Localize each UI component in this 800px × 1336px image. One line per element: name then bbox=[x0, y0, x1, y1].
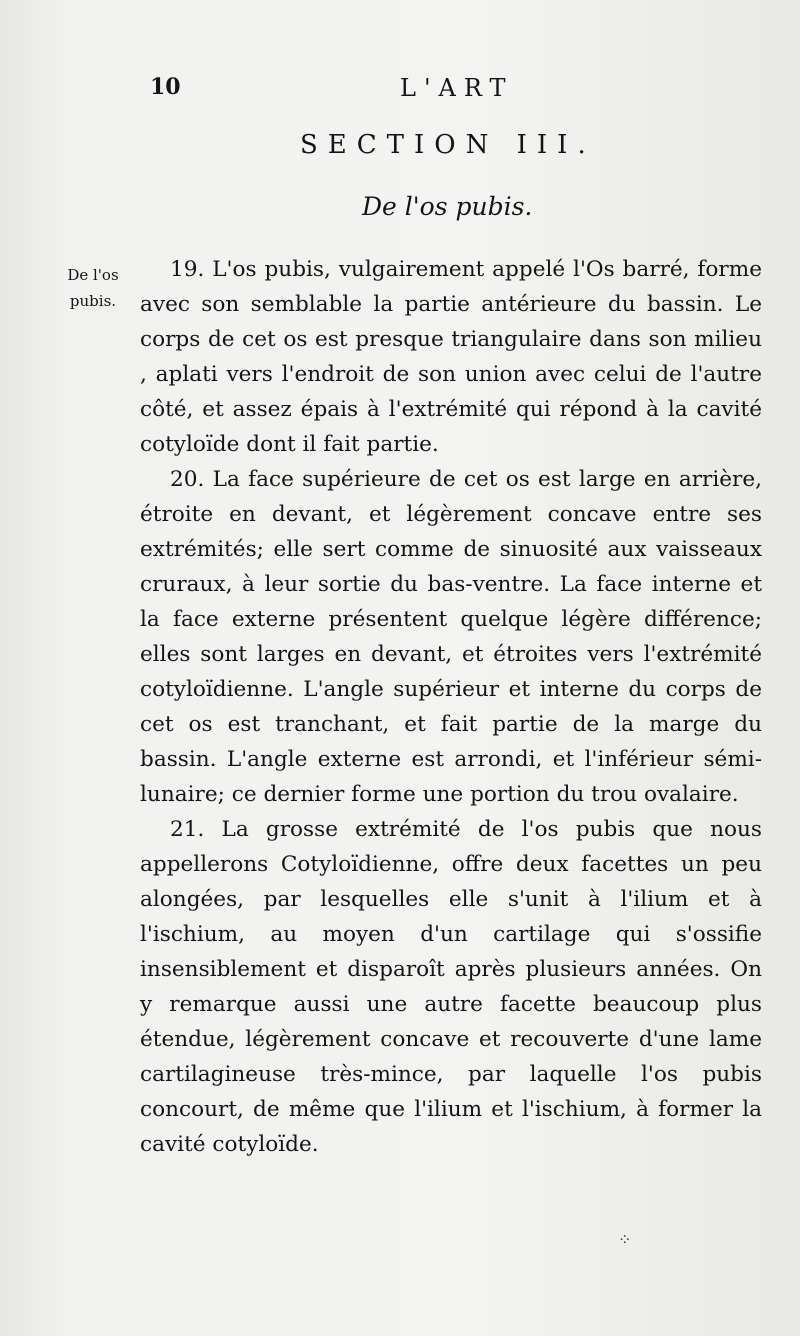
paragraph-20: 20. La face supérieure de cet os est large en arrière, étroite en devant, et légèrement concave entre ses extrémités; elle sert comme de sinuosité aux vaisseaux cruraux, à leur sortie du bas-ventre. La face interne et la face externe présentent quelque légère différence; elles sont larges en devant, et étroites vers l'extrémité cotyloïdienne. L'angle supérieur et interne du corps de cet os est tranchant, et fait partie de la marge du bassin. L'angle externe est arrondi, et l'inférieur sémi-lunaire; ce dernier forme une portion du trou ovalaire. bbox=[140, 467, 762, 807]
page-header bbox=[150, 70, 760, 110]
body-text bbox=[140, 252, 762, 1162]
paragraph-19: 19. L'os pubis, vulgairement appelé l'Os barré, forme avec son semblable la partie antérieure du bassin. Le corps de cet os est presque triangulaire dans son milieu , aplati vers l'endroit de son union avec celui de l'autre côté, et assez épais à l'extrémité qui répond à la cavité cotyloïde dont il fait partie. bbox=[140, 257, 762, 457]
paragraph-21: 21. La grosse extrémité de l'os pubis que nous appellerons Cotyloïdienne, offre deux facettes un peu alongées, par lesquelles elle s'unit à l'ilium et à l'ischium, au moyen d'un cartilage qui s'ossifie insensiblement et disparoît après plusieurs années. On y remarque aussi une autre facette beaucoup plus étendue, légèrement concave et recouverte d'une lame cartilagineuse très-mince, par laquelle l'os pubis concourt, de même que l'ilium et l'ischium, à former la cavité cotyloïde. bbox=[140, 817, 762, 1157]
page-number: 10 bbox=[150, 74, 181, 100]
margin-note: De l'os pubis. bbox=[67, 266, 119, 310]
section-subtitle: De l'os pubis. bbox=[362, 192, 533, 221]
section-title: SECTION III. bbox=[300, 130, 596, 160]
ornament-mark: ⁘ bbox=[618, 1230, 632, 1249]
running-head: L'ART bbox=[400, 74, 514, 102]
